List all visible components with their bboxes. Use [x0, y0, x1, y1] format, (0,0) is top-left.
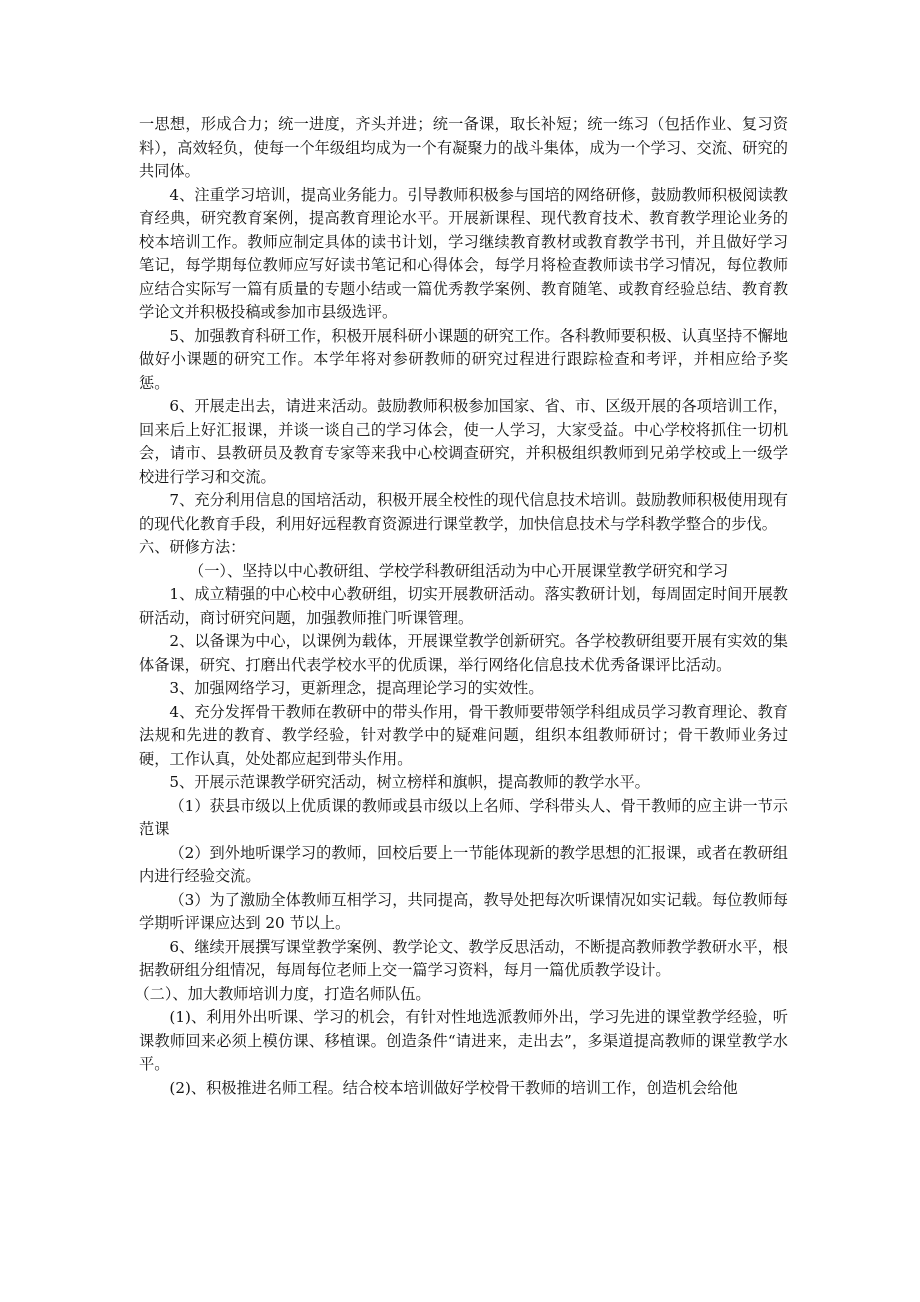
subsection-heading-2: （二）、加大教师培训力度，打造名师队伍。 — [134, 984, 431, 1003]
subsection-heading-1: （一）、坚持以中心教研组、学校学科教研组活动为中心开展课堂教学研究和学习 — [189, 561, 729, 580]
paragraph-method-5-item-3: （3）为了激励全体教师互相学习，共同提高，教导处把每次听课情况如实记载。每位教师每学期听评课应达到 20 节以上。 — [139, 890, 788, 932]
paragraph-unified-groups: 一思想，形成合力；统一进度，齐头并进；统一备课，取长补短；统一练习（包括作业、复习资料），高效轻负，使每一个年级组均成为一个有凝聚力的战斗集体，成为一个学习、交流、研究的共同体。 — [139, 115, 788, 180]
paragraph-training-2: (2)、积极推进名师工程。结合校本培训做好学校骨干教师的培训工作，创造机会给他 — [169, 1078, 738, 1097]
paragraph-method-5-item-1: （1）获县市级以上优质课的教师或县市级以上名师、学科带头人、骨干教师的应主讲一节示范课 — [139, 796, 788, 838]
paragraph-method-4: 4、充分发挥骨干教师在教研中的带头作用，骨干教师要带领学科组成员学习教育理论、教育法规和先进的教育、教学经验，针对教学中的疑难问题，组织本组教师研讨；骨干教师业务过硬，工作认真，处处都应起到带头作用。 — [139, 702, 788, 768]
paragraph-information-technology: 7、充分利用信息的国培活动，积极开展全校性的现代信息技术培训。鼓励教师积极使用现有的现代化教育手段，利用好远程教育资源进行课堂教学，加快信息技术与学科教学整合的步伐。 — [139, 491, 788, 533]
section-heading-methods: 六、研修方法： — [139, 538, 246, 556]
paragraph-method-3: 3、加强网络学习，更新理念，提高理论学习的实效性。 — [169, 679, 544, 697]
paragraph-study-training: 4、注重学习培训，提高业务能力。引导教师积极参与国培的网络研修，鼓励教师积极阅读教育经典，研究教育案例，提高教育理论水平。开展新课程、现代教育技术、教育教学理论业务的校本培训工作。教师应制定具体的读书计划，学习继续教育教材或教育教学书刊，并且做好学习笔记，每学期每位教师应写好读书笔记和心得体会，每学月将检查教师读书学习情况，每位教师应结合实际写一篇有质量的专题小结或一篇优秀教学案例、教育随笔、或教育经验总结、教育教学论文并积极投稿或参加市县级选评。 — [139, 185, 788, 321]
paragraph-training-1: (1)、利用外出听课、学习的机会，有针对性地选派教师外出，学习先进的课堂教学经验，听课教师回来必须上模仿课、移植课。创造条件“请进来，走出去”，多渠道提高教师的课堂教学水平。 — [139, 1008, 788, 1073]
paragraph-method-2: 2、以备课为中心，以课例为载体，开展课堂教学创新研究。各学校教研组要开展有实效的集体备课，研究、打磨出代表学校水平的优质课，举行网络化信息技术优秀备课评比活动。 — [139, 632, 788, 674]
paragraph-method-1: 1、成立精强的中心校中心教研组，切实开展教研活动。落实教研计划，每周固定时间开展教研活动，商讨研究问题，加强教师推门听课管理。 — [139, 585, 788, 627]
paragraph-method-6: 6、继续开展撰写课堂教学案例、教学论文、教学反思活动，不断提高教师教学教研水平，根据教研组分组情况，每周每位老师上交一篇学习资料，每月一篇优质教学设计。 — [139, 937, 788, 979]
paragraph-method-5: 5、开展示范课教学研究活动，树立榜样和旗帜，提高教师的教学水平。 — [169, 773, 650, 791]
paragraph-method-5-item-2: （2）到外地听课学习的教师，回校后要上一节能体现新的教学思想的汇报课，或者在教研组内进行经验交流。 — [139, 843, 788, 885]
paragraph-go-out-invite-in: 6、开展走出去，请进来活动。鼓励教师积极参加国家、省、市、区级开展的各项培训工作，回来后上好汇报课，并谈一谈自己的学习体会，使一人学习，大家受益。中心学校将抓住一切机会，请市、县教研员及教育专家等来我中心校调查研究，并积极组织教师到兄弟学校或上一级学校进行学习和交流。 — [139, 397, 788, 486]
paragraph-research-work: 5、加强教育科研工作，积极开展科研小课题的研究工作。各科教师要积极、认真坚持不懈地做好小课题的研究工作。本学年将对参研教师的研究过程进行跟踪检查和考评，并相应给予奖惩。 — [139, 326, 788, 392]
